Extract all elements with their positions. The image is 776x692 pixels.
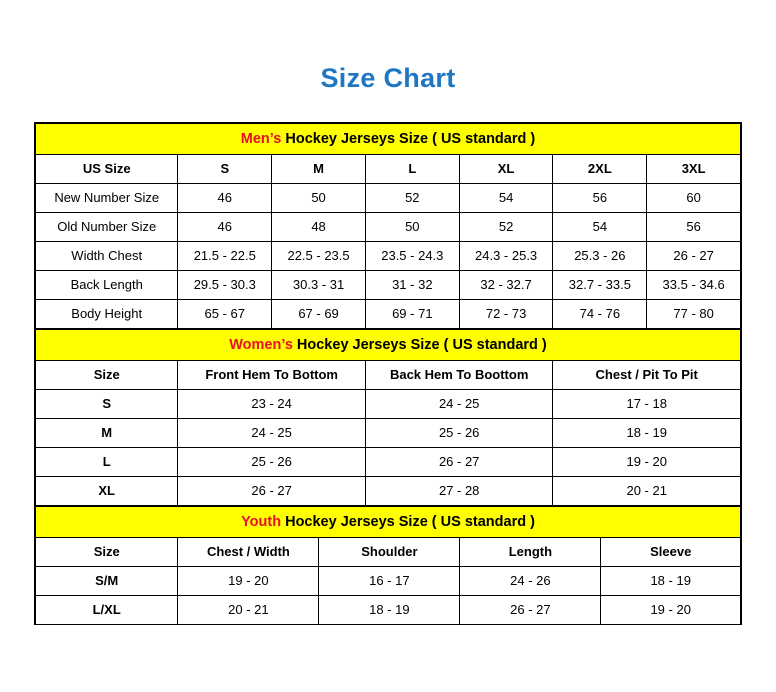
table-row (36, 270, 741, 299)
table-cell: 25 - 26 (178, 447, 366, 476)
table-cell: 67 - 69 (272, 299, 366, 328)
youth-header-cell: Chest / Width (178, 537, 319, 566)
table-cell: 26 - 27 (365, 447, 553, 476)
table-cell: 60 (647, 183, 741, 212)
table-row (36, 241, 741, 270)
table-row (36, 418, 741, 447)
table-cell: 77 - 80 (647, 299, 741, 328)
table-cell: 32 - 32.7 (459, 270, 553, 299)
table-cell: 27 - 28 (365, 476, 553, 505)
table-cell: 23.5 - 24.3 (365, 241, 459, 270)
table-row (36, 183, 741, 212)
womens-banner-rest: Hockey Jerseys Size ( US standard ) (292, 336, 547, 353)
womens-header-cell: Front Hem To Bottom (178, 360, 366, 389)
row-label: L (36, 447, 178, 476)
mens-header-cell: US Size (36, 154, 178, 183)
table-cell: 19 - 20 (178, 566, 319, 595)
table-cell: 22.5 - 23.5 (272, 241, 366, 270)
row-label: Old Number Size (36, 212, 178, 241)
row-label: S/M (36, 566, 178, 595)
youth-header-cell: Sleeve (601, 537, 741, 566)
table-cell: 26 - 27 (647, 241, 741, 270)
table-cell: 31 - 32 (365, 270, 459, 299)
mens-header-cell: XL (459, 154, 553, 183)
mens-size-table (35, 123, 741, 329)
table-cell: 46 (178, 212, 272, 241)
table-cell: 30.3 - 31 (272, 270, 366, 299)
mens-header-cell: L (365, 154, 459, 183)
table-cell: 54 (459, 183, 553, 212)
table-cell: 24 - 25 (178, 418, 366, 447)
youth-header-cell: Size (36, 537, 178, 566)
table-row (36, 476, 741, 505)
table-row (36, 566, 741, 595)
table-cell: 69 - 71 (365, 299, 459, 328)
table-cell: 32.7 - 33.5 (553, 270, 647, 299)
table-cell: 16 - 17 (319, 566, 460, 595)
row-label: M (36, 418, 178, 447)
table-row (36, 447, 741, 476)
youth-header-row (36, 537, 741, 566)
row-label: S (36, 389, 178, 418)
youth-size-table (35, 506, 741, 625)
table-cell: 74 - 76 (553, 299, 647, 328)
row-label: L/XL (36, 595, 178, 624)
table-cell: 18 - 19 (601, 566, 741, 595)
table-cell: 46 (178, 183, 272, 212)
page-title: Size Chart (320, 63, 456, 93)
youth-banner-rest: Hockey Jerseys Size ( US standard ) (281, 513, 535, 530)
table-cell: 50 (365, 212, 459, 241)
table-cell: 24 - 26 (460, 566, 601, 595)
mens-header-row (36, 154, 741, 183)
table-cell: 26 - 27 (178, 476, 366, 505)
table-cell: 24 - 25 (365, 389, 553, 418)
mens-banner (36, 123, 741, 154)
table-cell: 33.5 - 34.6 (647, 270, 741, 299)
table-row (36, 595, 741, 624)
table-cell: 20 - 21 (178, 595, 319, 624)
table-cell: 65 - 67 (178, 299, 272, 328)
table-cell: 24.3 - 25.3 (459, 241, 553, 270)
table-cell: 25 - 26 (365, 418, 553, 447)
womens-header-cell: Size (36, 360, 178, 389)
table-cell: 18 - 19 (319, 595, 460, 624)
table-cell: 19 - 20 (553, 447, 741, 476)
youth-banner-row (36, 506, 741, 537)
table-cell: 23 - 24 (178, 389, 366, 418)
table-cell: 56 (647, 212, 741, 241)
table-cell: 52 (459, 212, 553, 241)
youth-header-cell: Shoulder (319, 537, 460, 566)
womens-banner-row (36, 329, 741, 360)
row-label: Body Height (36, 299, 178, 328)
table-cell: 18 - 19 (553, 418, 741, 447)
table-cell: 17 - 18 (553, 389, 741, 418)
mens-banner-row (36, 123, 741, 154)
table-cell: 72 - 73 (459, 299, 553, 328)
youth-header-cell: Length (460, 537, 601, 566)
table-cell: 52 (365, 183, 459, 212)
table-cell: 25.3 - 26 (553, 241, 647, 270)
mens-header-cell: S (178, 154, 272, 183)
row-label: XL (36, 476, 178, 505)
mens-banner-rest: Hockey Jerseys Size ( US standard ) (281, 130, 536, 147)
youth-banner (36, 506, 741, 537)
womens-banner (36, 329, 741, 360)
mens-header-cell: M (272, 154, 366, 183)
mens-banner-accent: Men’s (240, 130, 282, 147)
size-tables-container (34, 122, 742, 625)
womens-size-table (35, 329, 741, 506)
womens-header-row (36, 360, 741, 389)
table-cell: 29.5 - 30.3 (178, 270, 272, 299)
table-cell: 21.5 - 22.5 (178, 241, 272, 270)
mens-header-cell: 2XL (553, 154, 647, 183)
table-cell: 50 (272, 183, 366, 212)
table-row (36, 212, 741, 241)
table-cell: 20 - 21 (553, 476, 741, 505)
table-cell: 19 - 20 (601, 595, 741, 624)
row-label: Width Chest (36, 241, 178, 270)
row-label: New Number Size (36, 183, 178, 212)
table-row (36, 389, 741, 418)
mens-header-cell: 3XL (647, 154, 741, 183)
table-cell: 26 - 27 (460, 595, 601, 624)
table-cell: 54 (553, 212, 647, 241)
table-cell: 56 (553, 183, 647, 212)
womens-header-cell: Chest / Pit To Pit (553, 360, 741, 389)
row-label: Back Length (36, 270, 178, 299)
womens-banner-accent: Women’s (229, 336, 293, 353)
table-row (36, 299, 741, 328)
youth-banner-accent: Youth (241, 513, 282, 530)
womens-header-cell: Back Hem To Boottom (365, 360, 553, 389)
table-cell: 48 (272, 212, 366, 241)
